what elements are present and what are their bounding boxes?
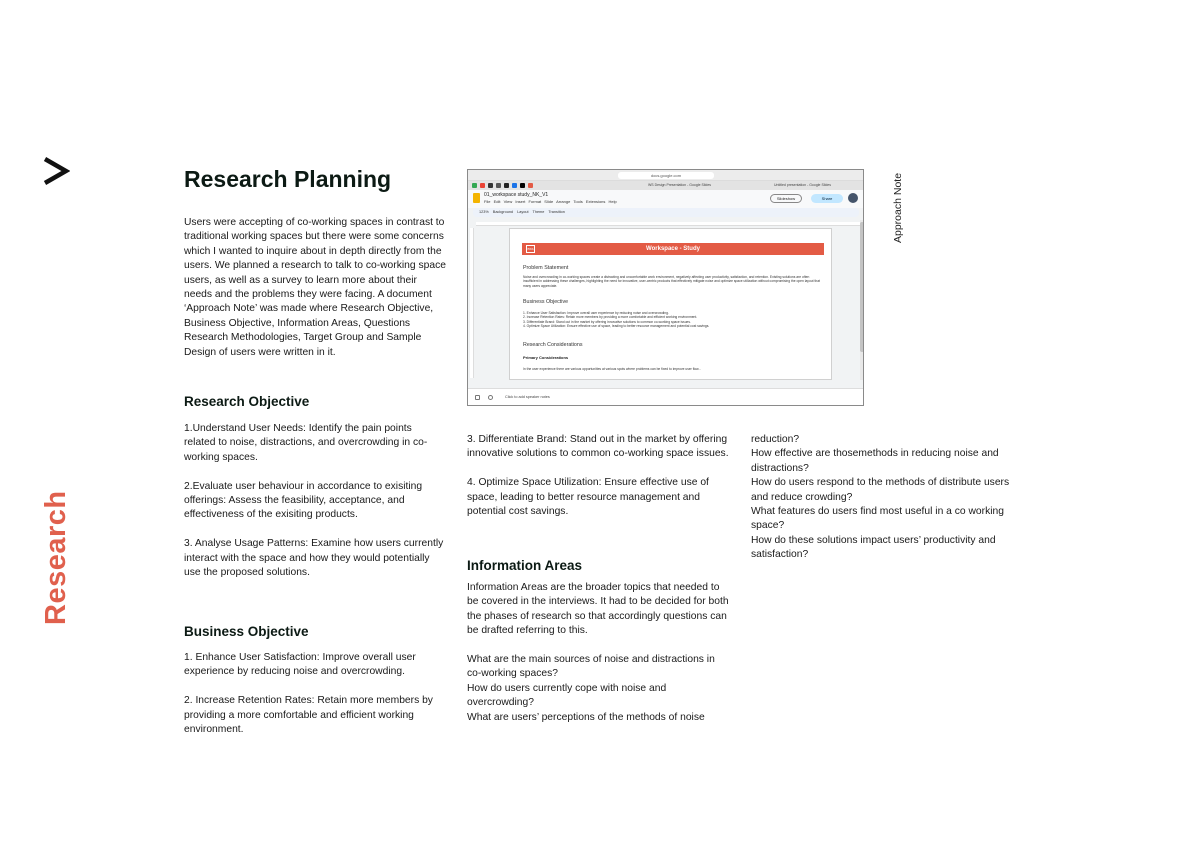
speaker-notes-placeholder: Click to add speaker notes <box>505 395 550 399</box>
slide-header-title: Workspace - Study <box>646 246 700 252</box>
slide-problem-heading: Problem Statement <box>523 265 569 271</box>
document-title: 01_workspace study_NK_V1 <box>484 192 549 198</box>
menu-file: File <box>484 199 491 204</box>
information-questions-list-cont <box>751 433 1013 563</box>
ruler-horizontal <box>476 222 860 226</box>
information-question: How do users currently cope with noise and overcrowding? <box>467 682 667 709</box>
tab-favicon-icon <box>488 183 493 188</box>
slide-business-item: 3. Differentiate Brand: Stand out in the market by offering innovative solutions to common co-working space issues. <box>523 319 691 324</box>
slide-business-list <box>523 311 820 329</box>
slide-research-heading: Research Considerations <box>523 342 583 348</box>
slide-business-item: 1. Enhance User Satisfaction: Improve overall user experience by reducing noise and overcrowding. <box>523 311 669 315</box>
collapse-icon <box>488 395 493 400</box>
speaker-notes-bar <box>468 388 863 406</box>
menu-slide: Slide <box>544 199 554 204</box>
slides-logo-icon <box>473 193 480 203</box>
information-areas-heading: Information Areas <box>467 558 583 573</box>
tab-favicon-icon <box>520 183 525 188</box>
menu-insert: Insert <box>515 199 526 204</box>
intro-paragraph: Users were accepting of co-working spaces in contrast to traditional working spaces but there were some concerns which I wanted to inquire about in depth directly from the users. We planned a research to talk to co-working space users, as well as a survey to learn more about their needs and the problems they were facing. A document ‘Approach Note’ was made where Research Objective, Business Objective, Information Areas, Questions Research Methodologies, Target Group and Sample Design of users were written in it. <box>184 217 446 358</box>
menu-view: View <box>503 199 513 204</box>
research-objective-item: 3. Analyse Usage Patterns: Examine how users currently interact with the space and how they would potentially use the proposed solutions. <box>184 538 444 579</box>
slides-toolbar <box>473 208 859 217</box>
slide-logo: BSS <box>527 247 534 251</box>
browser-tab: Untitled presentation - Google Slides <box>774 183 832 187</box>
ruler-vertical <box>470 228 474 378</box>
menu-format: Format <box>528 199 542 204</box>
information-questions-list <box>467 653 729 725</box>
menu-extensions: Extensions <box>585 199 606 204</box>
business-objective-item: 2. Increase Retention Rates: Retain more members by providing a more comfortable and efficient working environment. <box>184 695 433 736</box>
slide-problem-text: Noise and overcrowding in co-working spaces create a distracting and uncomfortable work environment, negatively affecting user productivity, satisfaction, and retention. Existing solutions are often insufficient in addressing these challenges, highlighting the need for innovative, user-centric products that effectively mitigate noise and optimize space utilization without compromising the open layout that many users appreciate. <box>523 275 820 288</box>
browser-tabs <box>468 181 863 190</box>
slide-primary-text: In the user experience there are various opportunities at various spots where problems can be fixed to improve user flow... <box>523 367 702 371</box>
menu-tools: Tools <box>573 199 583 204</box>
business-objective-item: 3. Differentiate Brand: Stand out in the market by offering innovative solutions to common co-working space issues. <box>467 434 729 460</box>
information-question: What features do users find most useful in a co working space? <box>751 506 1004 532</box>
research-objective-item: 1.Understand User Needs: Identify the pain points related to noise, distractions, and overcrowding in co-working spaces. <box>184 423 428 463</box>
tab-favicon-icon <box>472 183 477 188</box>
business-objective-list <box>184 651 446 737</box>
slide-primary-heading: Primary Considerations <box>523 355 569 360</box>
information-question: What are users’ perceptions of the methods of noise <box>467 711 705 723</box>
url-bar: docs.google.com <box>618 172 714 179</box>
research-objective-list <box>184 422 446 580</box>
tab-favicon-icon <box>496 183 501 188</box>
slide-business-heading: Business Objective <box>523 299 569 305</box>
business-objective-item: 4. Optimize Space Utilization: Ensure effective use of space, leading to better resource management and potential cost savings. <box>467 477 709 518</box>
business-objective-heading: Business Objective <box>184 624 309 639</box>
slideshow-button: Slideshow <box>770 194 802 203</box>
slide-header-bar <box>522 243 824 255</box>
business-objective-list-cont <box>467 433 729 519</box>
tab-favicon-icon <box>528 183 533 188</box>
page-title: Research Planning <box>184 166 392 192</box>
toolbar-layout: Layout <box>517 210 529 214</box>
information-question: How effective are thosemethods in reducing noise and distractions? <box>751 448 999 474</box>
slides-app-bar <box>468 190 863 208</box>
information-question: How do users respond to the methods of distribute users and reduce crowding? <box>751 477 1010 503</box>
browser-toolbar <box>468 170 863 181</box>
approach-note-caption: Approach Note <box>892 172 904 243</box>
research-objective-heading: Research Objective <box>184 394 310 409</box>
menu-bar <box>484 199 617 204</box>
tab-favicon-icon <box>512 183 517 188</box>
slide-business-item: 4. Optimize Space Utilization: Ensure effective use of space, leading to better resource management and potential cost savings. <box>523 324 710 329</box>
research-objective-item: 2.Evaluate user behaviour in accordance to exisiting offerings: Assess the feasibility, acceptance, and effectiveness of the exisiting products. <box>184 480 423 521</box>
toolbar-theme: Theme <box>532 210 545 214</box>
browser-tab: WS Design Presentation - Google Slides <box>648 183 712 187</box>
information-areas-description: Information Areas are the broader topics that needed to be covered in the interviews. It had to be decided for both the phases of research so that accordingly questions can be drafted referring to this. <box>467 582 729 637</box>
tab-favicon-icon <box>504 183 509 188</box>
slide <box>509 228 832 380</box>
scrollbar-thumb <box>860 222 864 352</box>
menu-help: Help <box>608 199 617 204</box>
menu-arrange: Arrange <box>556 199 571 204</box>
chevron-right-icon <box>42 156 70 186</box>
menu-edit: Edit <box>493 199 501 204</box>
toolbar-transition: Transition <box>548 210 565 214</box>
share-button: Share <box>811 194 843 203</box>
zoom-level: 123% <box>479 210 489 214</box>
slide-business-item: 2. Increase Retention Rates: Retain more members by providing a more comfortable and efficient working environment. <box>523 315 698 320</box>
information-question: What are the main sources of noise and distractions in co-working spaces? <box>467 654 715 680</box>
grid-view-icon <box>475 395 480 400</box>
information-question: How do these solutions impact users’ productivity and satisfaction? <box>751 534 996 561</box>
information-question-cont: reduction? <box>751 434 800 445</box>
section-side-label: Research <box>40 490 72 625</box>
avatar <box>848 193 858 203</box>
tab-favicon-icon <box>480 183 485 188</box>
business-objective-item: 1. Enhance User Satisfaction: Improve overall user experience by reducing noise and overcrowding. <box>184 652 416 678</box>
approach-note-screenshot <box>467 169 864 406</box>
toolbar-background: Background <box>492 210 514 214</box>
